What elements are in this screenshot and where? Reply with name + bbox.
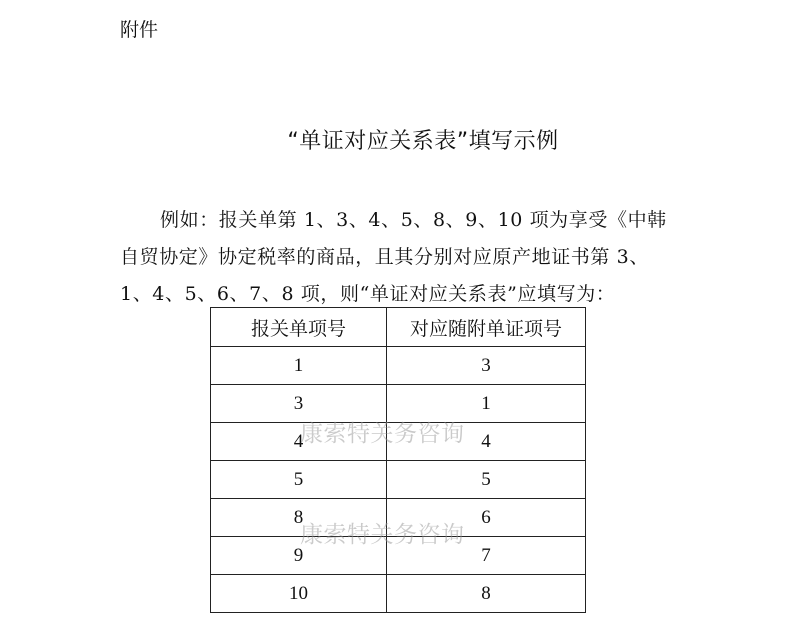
table-row [211,385,586,423]
watermark-text: 康索特关务咨询 [300,421,465,447]
document-item-cell: 8 [387,575,586,613]
document-item-cell: 5 [387,461,586,499]
declaration-item-cell: 8 [211,499,387,537]
intro-paragraph [120,202,680,313]
document-item-cell: 6 [387,499,586,537]
intro-paragraph-text: 例如：报关单第 1、3、4、5、8、9、10 项为享受《中韩自贸协定》协定税率的商品，且其分别对应原产地证书第 3、1、4、5、6、7、8 项，则“单证对应关系表”应填写为： [120,209,667,305]
declaration-item-cell: 5 [211,461,387,499]
watermark-text: 康索特关务咨询 [300,522,465,548]
table-row [211,575,586,613]
column-header-declaration-item: 报关单项号 [211,308,387,347]
table-header-row [211,308,586,347]
column-header-document-item: 对应随附单证项号 [387,308,586,347]
document-item-cell: 3 [387,347,586,385]
declaration-item-cell: 1 [211,347,387,385]
table-row [211,423,586,461]
table-row [211,347,586,385]
document-item-cell: 7 [387,537,586,575]
document-item-cell: 4 [387,423,586,461]
declaration-item-cell: 9 [211,537,387,575]
table-row [211,537,586,575]
table-row [211,499,586,537]
declaration-item-cell: 3 [211,385,387,423]
attachment-label: 附件 [120,19,159,41]
declaration-item-cell: 4 [211,423,387,461]
document-title: “单证对应关系表”填写示例 [287,129,559,154]
document-item-cell: 1 [387,385,586,423]
table-row [211,461,586,499]
declaration-item-cell: 10 [211,575,387,613]
correspondence-table [210,307,586,613]
